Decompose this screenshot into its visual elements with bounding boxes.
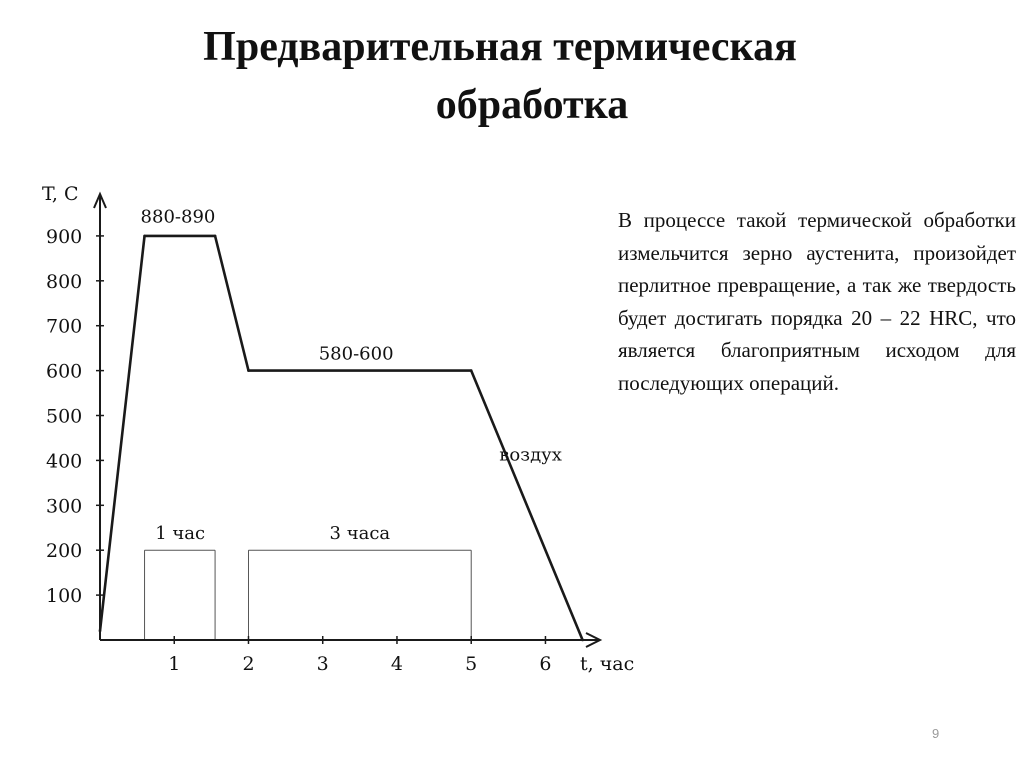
y-tick-label-300: 300	[46, 495, 83, 518]
x-tick-label-2: 2	[242, 653, 255, 675]
y-tick-label-500: 500	[46, 405, 83, 428]
y-tick-label-100: 100	[46, 585, 83, 608]
description-paragraph: В процессе такой термической обработки измельчится зерно аустенита, произойдет перлитное превращение, а так же твердость будет достигать порядка 20 – 22 HRC, что является благоприятным исходом для последующих операций.	[618, 208, 1016, 395]
x-tick-label-3: 3	[316, 653, 329, 675]
x-tick-label-5: 5	[465, 653, 478, 675]
y-tick-label-800: 800	[46, 270, 83, 293]
x-axis-label: t, час	[580, 653, 635, 675]
y-axis-label: T, C	[42, 183, 79, 205]
y-tick-label-700: 700	[46, 315, 83, 338]
annotation-0: 880-890	[140, 206, 216, 228]
temperature-curve-0	[100, 236, 583, 640]
annotation-3: 1 час	[155, 522, 206, 544]
y-tick-label-200: 200	[46, 540, 83, 563]
y-tick-label-400: 400	[46, 450, 83, 473]
y-tick-label-900: 900	[46, 225, 83, 248]
curve-point-5	[581, 639, 584, 642]
curve-point-2	[214, 235, 217, 238]
x-tick-label-6: 6	[539, 653, 552, 675]
annotation-1: 580-600	[318, 343, 394, 365]
slide-title	[0, 18, 1024, 134]
slide-title-line-2: обработка	[435, 82, 629, 128]
curve-point-3	[247, 369, 250, 372]
x-tick-label-4: 4	[390, 653, 404, 675]
curve-point-4	[470, 369, 473, 372]
slide-title-line-1: Предварительная термическая	[203, 24, 797, 70]
heat-treatment-chart	[30, 178, 635, 678]
curve-point-1	[143, 235, 146, 238]
y-tick-label-600: 600	[46, 360, 83, 383]
annotation-2: воздух	[499, 444, 562, 466]
annotation-4: 3 часа	[329, 522, 391, 544]
curve-point-0	[99, 630, 102, 633]
x-tick-label-1: 1	[168, 653, 181, 675]
page-number: 9	[932, 726, 940, 741]
